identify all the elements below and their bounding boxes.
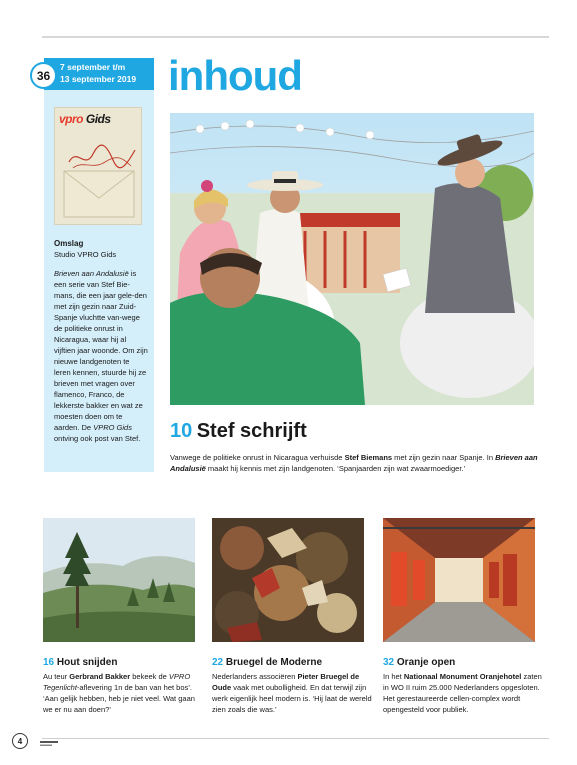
teaser-text: Nederlanders associëren Pieter Bruegel de Oude vaak met oubolligheid. En dat terwijl zijn werk eigenlijk heel modern is. ‘Hij laat de wereld zien zoals die was.’ — [212, 672, 372, 714]
page-number-badge: 4 — [12, 733, 28, 749]
bruegel-painting-illustration — [212, 518, 364, 642]
corridor-illustration — [383, 518, 535, 642]
article-teaser-hout-snijden[interactable] — [43, 657, 203, 715]
page-title: inhoud — [168, 52, 302, 99]
feature-photo[interactable] — [170, 113, 534, 405]
top-rule — [42, 36, 549, 38]
bottom-rule — [42, 738, 549, 739]
article-teaser-bruegel[interactable] — [212, 657, 372, 715]
feature-title: Stef schrijft — [196, 420, 307, 442]
cover-caption-title: Omslag — [54, 239, 84, 248]
feature-photo-illustration — [170, 113, 534, 405]
cover-sidebar — [44, 90, 154, 472]
magazine-logo: vpro Gids — [59, 112, 111, 126]
teaser-heading: 16 Hout snijden — [43, 657, 118, 668]
feature-heading — [170, 420, 540, 443]
teaser-text: In het Nationaal Monument Oranjehotel zaten in WO II ruim 25.000 Nederlanders opgesloten. Het gerestaureerde cellen-complex wordt opengesteld voor publiek. — [383, 672, 542, 714]
article-teaser-oranje-open[interactable] — [383, 657, 543, 715]
cover-thumbnail[interactable] — [54, 107, 142, 225]
issue-date-line1: 7 september t/m — [60, 62, 126, 72]
cover-caption-credit: Studio VPRO Gids — [54, 250, 117, 259]
issue-number-badge: 36 — [30, 62, 57, 89]
feature-article[interactable] — [170, 420, 540, 474]
teaser-heading: 32 Oranje open — [383, 657, 456, 668]
feature-lead-text: Vanwege de politieke onrust in Nicaragua verhuisde Stef Biemans met zijn gezin naar Spanje. In Brieven aan Andalusië maakt hij kennis met zijn landgenoten. ‘Spanjaarden zijn wat zwaarmoediger.’ — [170, 453, 538, 473]
issue-date-band — [44, 58, 154, 90]
bruegel-painting-photo[interactable] — [212, 518, 364, 642]
forest-photo-illustration — [43, 518, 195, 642]
envelope-illustration — [63, 170, 135, 218]
forest-photo[interactable] — [43, 518, 195, 642]
feature-page-number: 10 — [170, 420, 193, 442]
handwriting-illustration — [67, 142, 137, 172]
footer-logo-icon — [40, 741, 58, 747]
teaser-text: Au teur Gerbrand Bakker bekeek de VPRO Tegenlicht-aflevering 1n de ban van het bos’. ‘Aan gelijk hebben, heb je niet veel. Wat gaan we er nu aan doen?’ — [43, 672, 195, 714]
issue-date-line2: 13 september 2019 — [60, 74, 137, 84]
teaser-heading: 22 Bruegel de Moderne — [212, 657, 323, 668]
cover-caption-text: Brieven aan Andalusië is een serie van Stef Bie-mans, die een jaar gele-den met zijn gezin naar Zuid-Spanje vluchtte van-wege de politieke onrust in Nicaragua, waar hij al vijftien jaar woonde. Om zijn nieuwe landgenoten te leren kennen, stuurde hij ze brieven met vragen over flamenco, Franco, de lekkerste bakker en wat ze moesten doen om te aarden. De VPRO Gids ontving ook post van Stef. — [54, 269, 148, 443]
oranjehotel-corridor-photo[interactable] — [383, 518, 535, 642]
